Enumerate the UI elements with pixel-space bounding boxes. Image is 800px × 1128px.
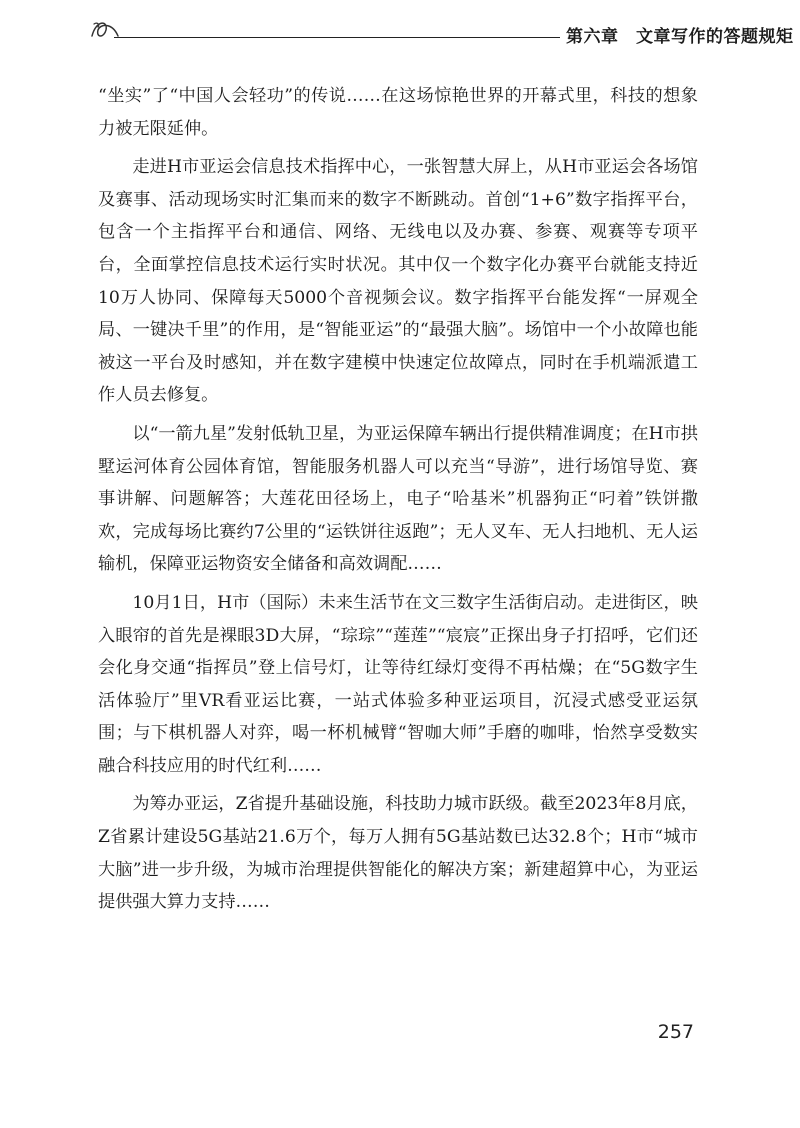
page-header: [88, 14, 794, 47]
header-rule: [114, 37, 560, 38]
paragraph-continued: “坐实”了“中国人会轻功”的传说……在这场惊艳世界的开幕式里，科技的想象力被无限延伸。: [98, 86, 698, 139]
chapter-running-head: 第六章 文章写作的答题规矩: [566, 27, 794, 47]
page-number: 257: [657, 1021, 694, 1043]
paragraph: 10月1日，H市（国际）未来生活节在文三数字生活街启动。走进街区，映入眼帘的首先是裸眼3D大屏，“琮琮”“莲莲”“宸宸”正探出身子打招呼，它们还会化身交通“指挥员”登上信号灯，让等待红绿灯变得不再枯燥；在“5G数字生活体验厅”里VR看亚运比赛，一站式体验多种亚运项目，沉浸式感受亚运氛围；与下棋机器人对弈，喝一杯机械臂“智咖大师”手磨的咖啡，怡然享受数实融合科技应用的时代红利……: [98, 592, 698, 776]
paragraph: 为筹办亚运，Z省提升基础设施，科技助力城市跃级。截至2023年8月底，Z省累计建设5G基站21.6万个，每万人拥有5G基站数已达32.8个；H市“城市大脑”进一步升级，为城市治理提供智能化的解决方案；新建超算中心，为亚运提供强大算力支持……: [98, 794, 698, 913]
paragraph: 以“一箭九星”发射低轨卫星，为亚运保障车辆出行提供精准调度；在H市拱墅运河体育公园体育馆，智能服务机器人可以充当“导游”，进行场馆导览、赛事讲解、问题解答；大莲花田径场上，电子“哈基米”机器狗正“叼着”铁饼撒欢，完成每场比赛约7公里的“运铁饼往返跑”；无人叉车、无人扫地机、无人运输机，保障亚运物资安全储备和高效调配……: [98, 423, 698, 575]
leaf-ornament-icon: [88, 16, 124, 44]
paragraph: 走进H市亚运会信息技术指挥中心，一张智慧大屏上，从H市亚运会各场馆及赛事、活动现场实时汇集而来的数字不断跳动。首创“1+6”数字指挥平台，包含一个主指挥平台和通信、网络、无线电以及办赛、参赛、观赛等专项平台，全面掌控信息技术运行实时状况。其中仅一个数字化办赛平台就能支持近10万人协同、保障每天5000个音视频会议。数字指挥平台能发挥“一屏观全局、一键决千里”的作用，是“智能亚运”的“最强大脑”。场馆中一个小故障也能被这一平台及时感知，并在数字建模中快速定位故障点，同时在手机端派遣工作人员去修复。: [98, 157, 698, 406]
body-text: [98, 80, 698, 925]
